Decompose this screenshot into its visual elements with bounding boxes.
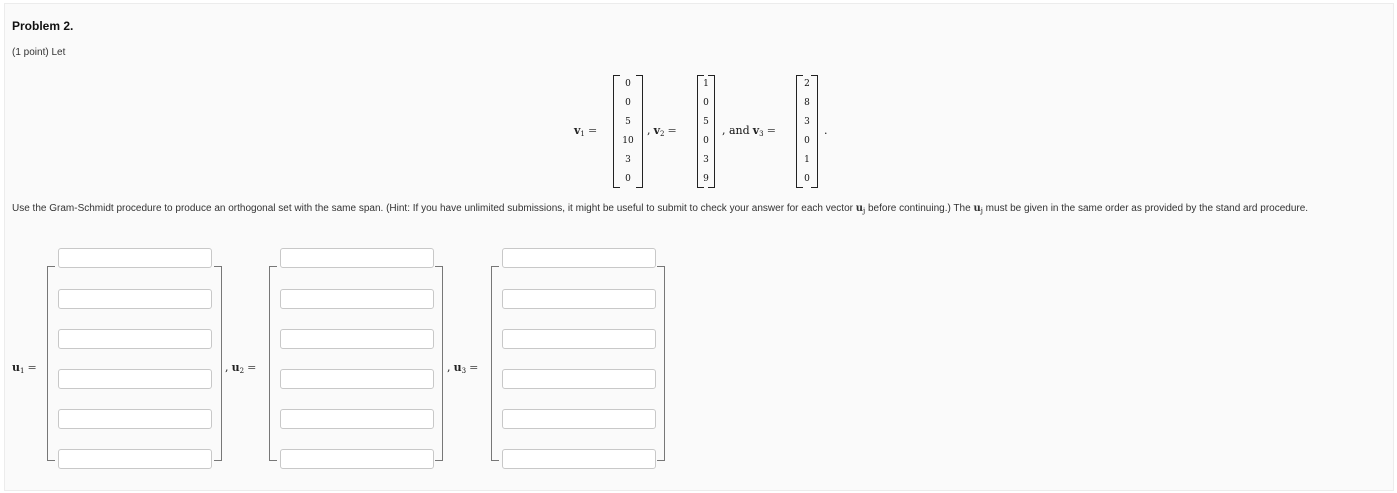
u1-left-bracket — [47, 266, 55, 461]
v1-entry: 10 — [622, 135, 634, 146]
u2-entry-4-input[interactable] — [280, 369, 434, 389]
v3-label: , and $v_3$ = — [722, 124, 776, 138]
v1-label: $v_1$ = — [574, 124, 598, 138]
v3-entry: 2 — [804, 79, 810, 90]
v1-entry: 0 — [625, 98, 631, 109]
u2-label: , $u_2$ = — [225, 361, 257, 375]
u1-entry-3-input[interactable] — [58, 329, 212, 349]
u3-right-bracket — [657, 266, 665, 461]
u2-entry-6-input[interactable] — [280, 449, 434, 469]
u3-entry-6-input[interactable] — [502, 449, 656, 469]
v3-entry: 1 — [804, 154, 810, 165]
v3-entry: 3 — [804, 117, 810, 128]
instructions: Use the Gram-Schmidt procedure to produce an orthogonal set with the same span. (Hint: If you have unlimited submissions, it might be useful to submit to check your answer for each vector $u_j$ before continuing.) The $u_j$ must be given in the same order as provided by the stand ard procedure. — [12, 203, 1309, 215]
v2-entry: 0 — [703, 98, 709, 109]
u3-left-bracket — [491, 266, 499, 461]
v2-label: , $v_2$ = — [647, 124, 677, 138]
u3-entry-2-input[interactable] — [502, 289, 656, 309]
u1-entry-6-input[interactable] — [58, 449, 212, 469]
v3-matrix — [796, 75, 818, 188]
u3-entry-1-input[interactable] — [502, 248, 656, 268]
v3-entry: 0 — [804, 135, 810, 146]
u3-entry-4-input[interactable] — [502, 369, 656, 389]
v1-matrix — [613, 75, 643, 188]
u3-entry-3-input[interactable] — [502, 329, 656, 349]
v1-entry: 5 — [625, 117, 631, 128]
u1-right-bracket — [214, 266, 222, 461]
v2-entry: 0 — [703, 135, 709, 146]
u2-entry-1-input[interactable] — [280, 248, 434, 268]
problem-title: Problem 2. — [12, 19, 74, 33]
v1-entry: 0 — [625, 79, 631, 90]
u1-label: $u_1$ = — [12, 361, 37, 375]
u2-left-bracket — [269, 266, 277, 461]
v1-entry: 0 — [625, 173, 631, 184]
v2-matrix — [697, 75, 715, 188]
v2-entry: 9 — [703, 173, 709, 184]
problem-intro: (1 point) Let — [12, 47, 66, 58]
v3-entry: 8 — [804, 98, 810, 109]
v2-entry: 5 — [703, 117, 709, 128]
u2-entry-2-input[interactable] — [280, 289, 434, 309]
u1-entry-2-input[interactable] — [58, 289, 212, 309]
v2-entry: 1 — [703, 79, 709, 90]
v3-entry: 0 — [804, 173, 810, 184]
u3-entry-5-input[interactable] — [502, 409, 656, 429]
u2-right-bracket — [435, 266, 443, 461]
u3-label: , $u_3$ = — [447, 361, 479, 375]
u1-entry-4-input[interactable] — [58, 369, 212, 389]
v2-entry: 3 — [703, 154, 709, 165]
u2-entry-3-input[interactable] — [280, 329, 434, 349]
u2-entry-5-input[interactable] — [280, 409, 434, 429]
v1-entry: 3 — [625, 154, 631, 165]
u1-entry-5-input[interactable] — [58, 409, 212, 429]
vector-list-period: . — [824, 124, 828, 137]
u1-entry-1-input[interactable] — [58, 248, 212, 268]
